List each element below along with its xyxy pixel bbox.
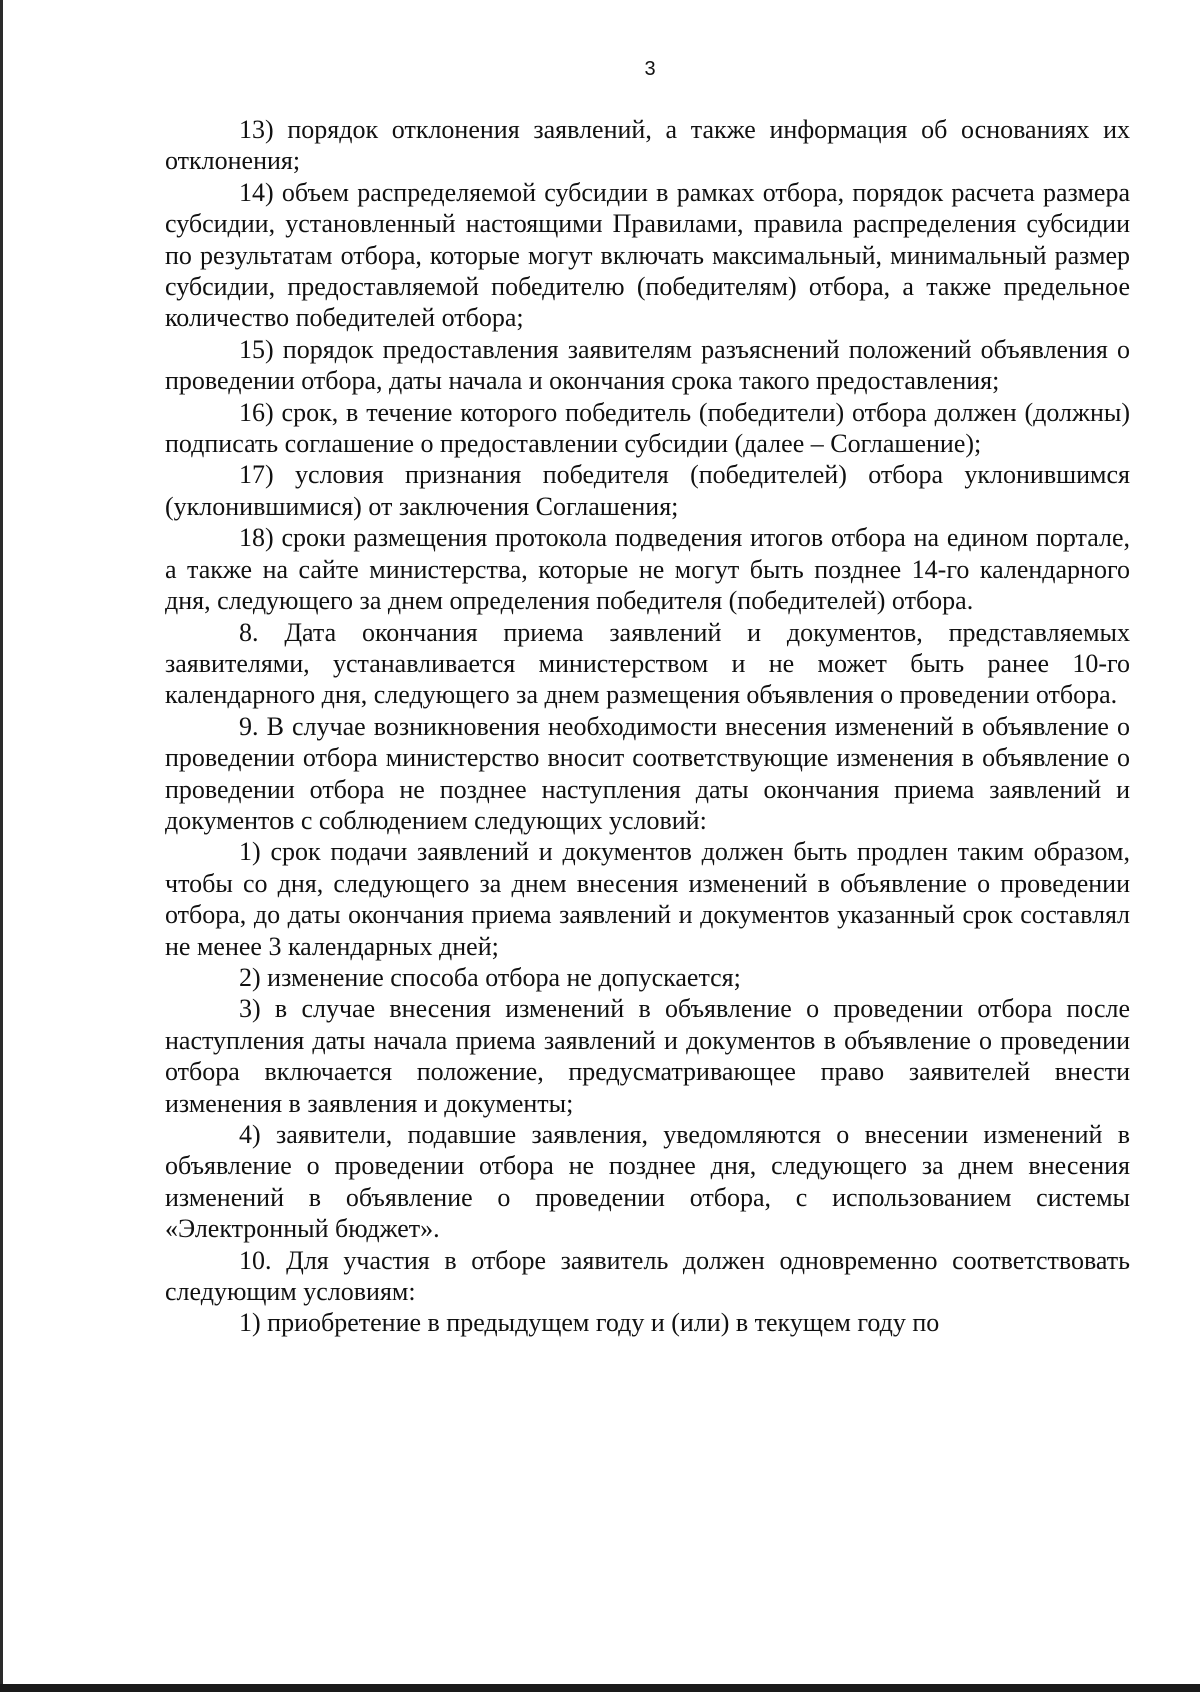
paragraph-15: 15) порядок предоставления заявителям разъяснений положений объявления о проведении отбора, даты начала и окончания срока такого предоставления; [165,334,1130,396]
section-8: 8. Дата окончания приема заявлений и документов, представляемых заявителями, устанавливается министерством и не может быть ранее 10-го календарного дня, следующего за днем размещения объявления о проведении отбора. [165,617,1130,710]
section-9-item-3: 3) в случае внесения изменений в объявление о проведении отбора после наступления даты начала приема заявлений и документов в объявление о проведении отбора включается положение, предусматривающее право заявителей внести изменения в заявления и документы; [165,994,1130,1118]
section-9-item-2: 2) изменение способа отбора не допускается; [239,962,741,992]
scan-edge-bottom [0,1684,1200,1692]
section-9-item-1: 1) срок подачи заявлений и документов должен быть продлен таким образом, чтобы со дня, следующего за днем внесения изменений в объявление о проведении отбора, до даты окончания приема заявлений и документов указанный срок составлял не менее 3 календарных дней; [165,837,1130,961]
section-9: 9. В случае возникновения необходимости внесения изменений в объявление о проведении отбора министерство вносит соответствующие изменения в объявление о проведении отбора не позднее наступления даты окончания приема заявлений и документов с соблюдением следующих условий: [165,711,1130,835]
paragraph-13: 13) порядок отклонения заявлений, а также информация об основаниях их отклонения; [165,115,1130,176]
paragraph-17: 17) условия признания победителя (победителей) отбора уклонившимся (уклонившимися) от заключения Соглашения; [165,460,1130,521]
section-10-item-1: 1) приобретение в предыдущем году и (или) в текущем году по [239,1308,940,1338]
document-body [165,114,1130,1339]
section-10: 10. Для участия в отборе заявитель должен одновременно соответствовать следующим условиям: [165,1245,1130,1307]
page-number: 3 [644,58,656,80]
scan-edge-left [0,0,3,1692]
paragraph-18: 18) сроки размещения протокола подведения итогов отбора на едином портале, а также на сайте министерства, которые не могут быть позднее 14-го календарного дня, следующего за днем определения победителя (победителей) отбора. [165,523,1130,616]
section-9-item-4: 4) заявители, подавшие заявления, уведомляются о внесении изменений в объявление о проведении отбора не позднее дня, следующего за днем внесения изменений в объявление о проведении отбора, с использованием системы «Электронный бюджет». [165,1120,1130,1244]
paragraph-14: 14) объем распределяемой субсидии в рамках отбора, порядок расчета размера субсидии, установленный настоящими Правилами, правила распределения субсидии по результатам отбора, которые могут включать максимальный, минимальный размер субсидии, предоставляемой победителю (победителям) отбора, а также предельное количество победителей отбора; [165,177,1130,333]
paragraph-16: 16) срок, в течение которого победитель (победители) отбора должен (должны) подписать соглашение о предоставлении субсидии (далее – Соглашение); [165,397,1130,459]
